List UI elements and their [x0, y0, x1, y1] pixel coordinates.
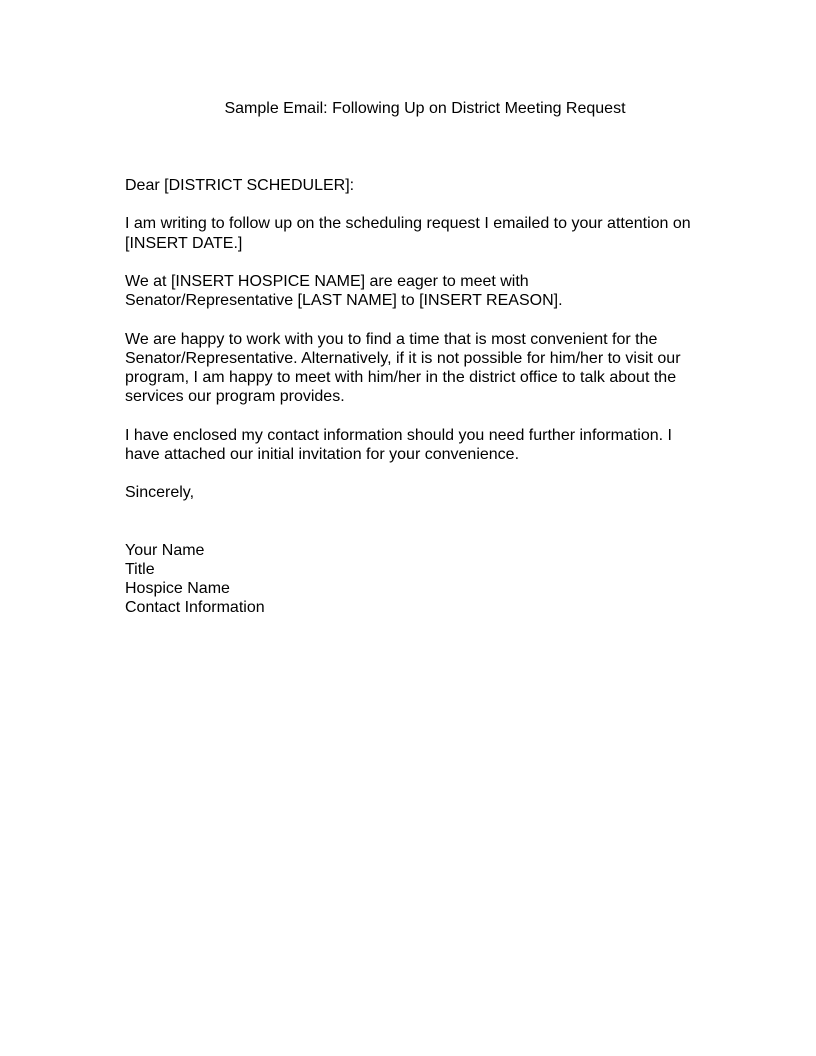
paragraph-follow-up: [125, 214, 725, 252]
signature-contact: Contact Information: [125, 599, 265, 617]
signature-block: [125, 541, 725, 618]
document-title: Sample Email: Following Up on District Meeting Request: [224, 100, 626, 117]
paragraph-spacer: [125, 253, 725, 272]
text-line: Senator/Representative. Alternatively, if it is not possible for him/her to visit our: [125, 349, 681, 367]
signature-organization: Hospice Name: [125, 580, 230, 598]
text-line: have attached our initial invitation for your convenience.: [125, 445, 520, 463]
paragraph-scheduling: [125, 330, 725, 407]
text-line: I have enclosed my contact information should you need further information. I: [125, 426, 672, 444]
text-line: [INSERT DATE.]: [125, 234, 243, 252]
signature-name: Your Name: [125, 541, 205, 559]
closing: Sincerely,: [125, 484, 195, 502]
text-line: We are happy to work with you to find a time that is most convenient for the: [125, 330, 658, 348]
paragraph-spacer: [125, 406, 725, 425]
text-line: I am writing to follow up on the scheduling request I emailed to your attention on: [125, 215, 691, 233]
email-body: [125, 176, 725, 618]
paragraph-spacer: [125, 464, 725, 483]
text-line: Senator/Representative [LAST NAME] to [INSERT REASON].: [125, 292, 563, 310]
text-line: We at [INSERT HOSPICE NAME] are eager to meet with: [125, 272, 529, 290]
text-line: program, I am happy to meet with him/her in the district office to talk about the: [125, 368, 677, 386]
paragraph-meeting-purpose: [125, 272, 725, 310]
signature-spacer: [125, 502, 725, 540]
paragraph-spacer: [125, 195, 725, 214]
salutation: Dear [DISTRICT SCHEDULER]:: [125, 177, 355, 194]
text-line: services our program provides.: [125, 388, 345, 406]
paragraph-contact: [125, 426, 725, 464]
signature-title: Title: [125, 560, 155, 578]
paragraph-spacer: [125, 310, 725, 329]
